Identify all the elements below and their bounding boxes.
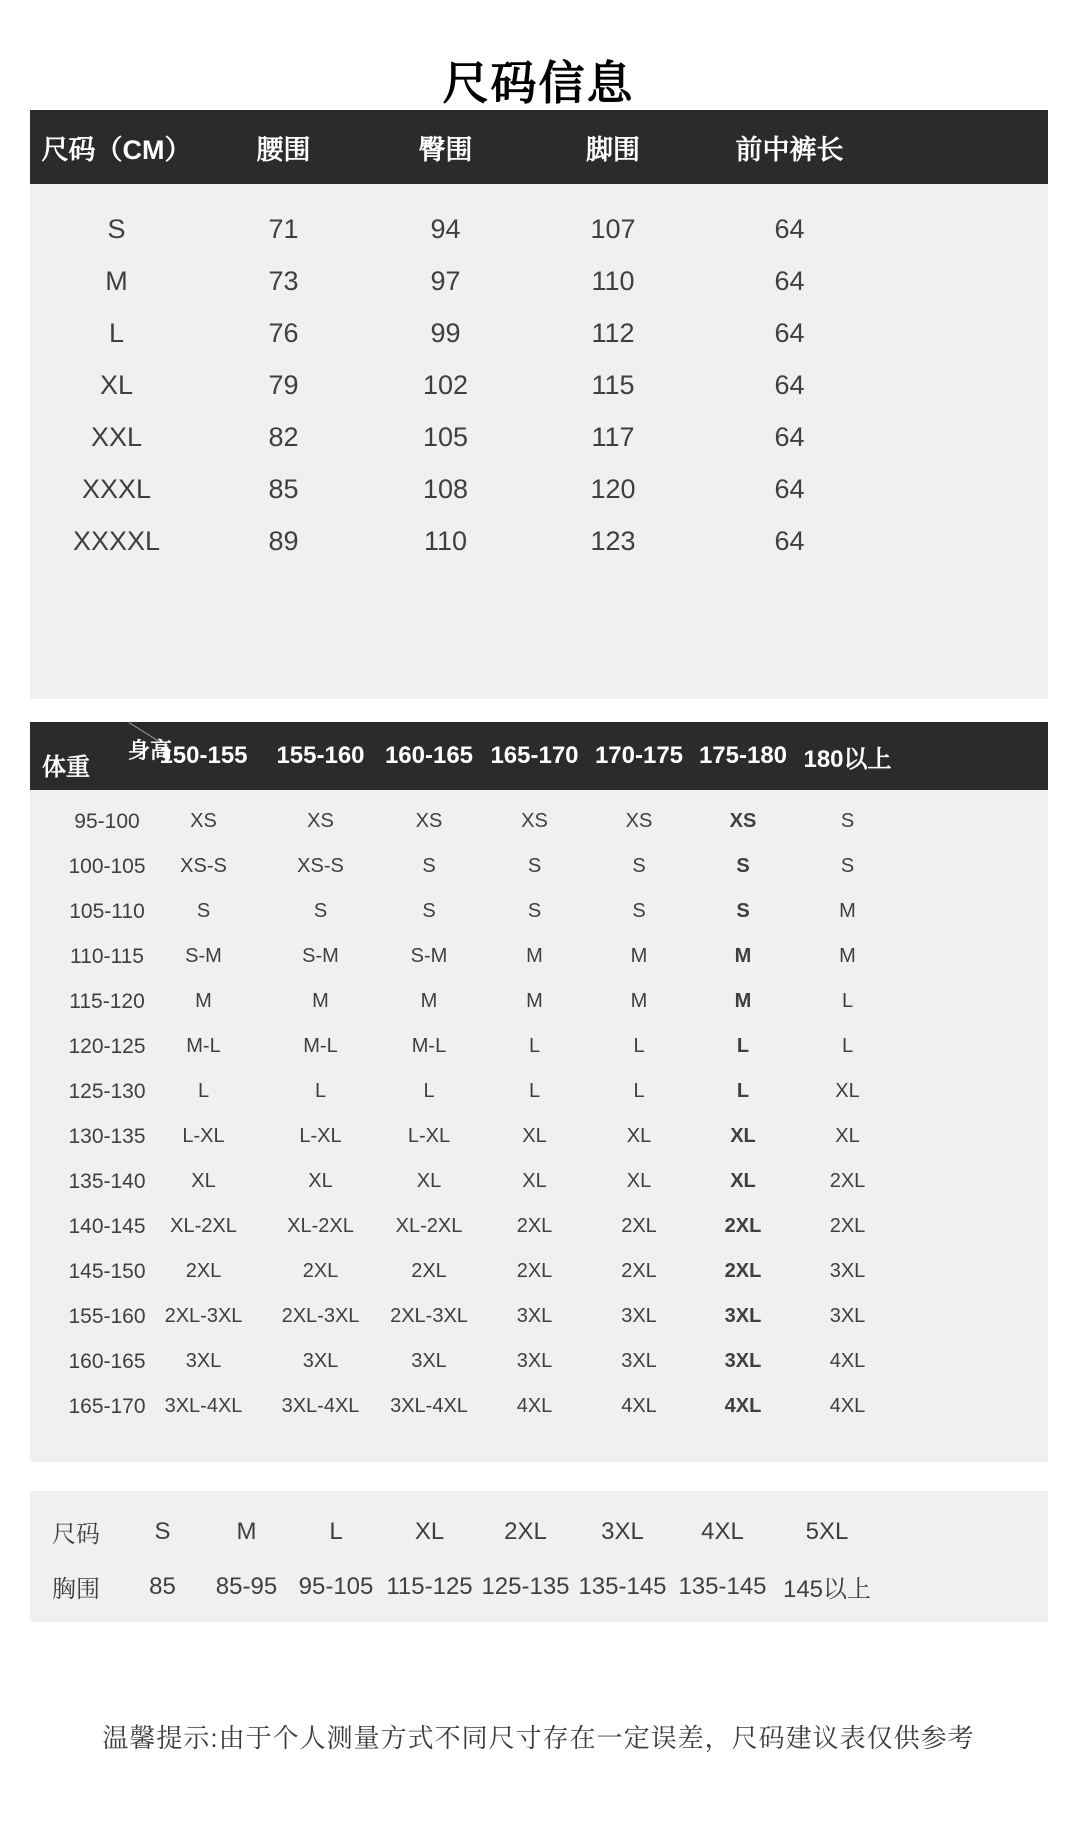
size-label: S — [107, 213, 126, 244]
hip-value: 105 — [422, 421, 469, 452]
size-cell: 2XL-3XL — [164, 1305, 243, 1327]
chest-table-chest-row — [30, 1559, 1048, 1614]
size-cell: 3XL-4XL — [390, 1395, 468, 1417]
size-cell: L — [197, 1080, 210, 1102]
size-cell: S-M — [185, 945, 222, 967]
size-cell: M — [839, 900, 856, 922]
size-cell: XS-S — [297, 855, 344, 877]
chest-value: 135-145 — [678, 1572, 767, 1600]
size-cell: XL — [308, 1170, 333, 1192]
size-cell: 2XL-3XL — [390, 1305, 468, 1327]
size-cell: 3XL — [516, 1350, 553, 1372]
chest-value: 95-105 — [298, 1572, 374, 1600]
size-cell: 3XL — [829, 1305, 866, 1327]
measurement-row-L — [30, 307, 1048, 359]
size-cell: 2XL-3XL — [281, 1305, 360, 1327]
weight-range-label: 155-160 — [68, 1304, 146, 1328]
hip-value: 110 — [423, 525, 468, 556]
weight-range-label: 140-145 — [68, 1214, 146, 1238]
weight-range-label: 130-135 — [68, 1124, 146, 1148]
weight-range-label: 160-165 — [68, 1349, 146, 1373]
size-cell: M — [195, 990, 212, 1012]
size-cell: L — [633, 1035, 645, 1057]
hip-value: 108 — [422, 473, 469, 504]
size-cell: 3XL — [621, 1350, 657, 1372]
size-option-3XL: 3XL — [601, 1517, 644, 1545]
size-cell: M-L — [186, 1035, 221, 1057]
weight-row-105-110 — [30, 889, 1048, 934]
size-cell: M — [734, 945, 752, 967]
size-cell: L-XL — [407, 1125, 451, 1147]
size-option-5XL: 5XL — [805, 1517, 849, 1545]
chest-value: 145以上 — [782, 1576, 872, 1603]
chest-value: 85-95 — [215, 1572, 278, 1600]
chest-value: 85 — [149, 1572, 176, 1600]
weight-row-130-135 — [30, 1114, 1048, 1159]
size-cell: L — [633, 1080, 645, 1102]
front-length-value: 64 — [774, 265, 805, 296]
size-cell: L — [528, 1035, 541, 1057]
height-range-header-165-170: 165-170 — [490, 742, 579, 769]
size-cell: M — [630, 990, 648, 1012]
leg-opening-value: 120 — [590, 473, 636, 504]
size-cell: 3XL — [829, 1260, 866, 1282]
size-cell: XS — [307, 810, 334, 832]
measurement-row-XXXL — [30, 463, 1048, 515]
waist-value: 89 — [268, 525, 299, 556]
size-cell: S — [632, 900, 646, 922]
size-cell: M — [312, 990, 329, 1012]
size-cell: M-L — [303, 1035, 338, 1057]
weight-range-label: 110-115 — [70, 944, 144, 968]
size-cell: L-XL — [182, 1125, 225, 1147]
size-col-header: 尺码（CM） — [41, 134, 192, 165]
size-cell: M — [526, 945, 543, 967]
size-label: XL — [99, 369, 134, 400]
height-range-header-155-160: 155-160 — [276, 742, 365, 769]
leg-opening-value: 117 — [591, 421, 635, 452]
measurement-table-body — [30, 184, 1048, 699]
waist-value: 82 — [268, 421, 299, 452]
size-cell: 3XL — [516, 1305, 553, 1327]
height-range-header-175-180: 175-180 — [698, 742, 788, 769]
height-range-header-180以上: 180以上 — [803, 745, 892, 773]
size-cell: XL — [835, 1080, 860, 1102]
chest-table — [30, 1491, 1048, 1622]
size-cell: XL — [416, 1170, 442, 1192]
size-cell: 4XL — [829, 1395, 866, 1417]
size-cell: 2XL — [724, 1215, 762, 1237]
weight-row-125-130 — [30, 1069, 1048, 1114]
size-cell: 2XL — [516, 1260, 553, 1282]
size-cell: L — [736, 1080, 750, 1102]
weight-range-label: 165-170 — [68, 1394, 146, 1418]
front-length-value: 64 — [774, 421, 805, 452]
measurement-row-XXXXL — [30, 515, 1048, 567]
front-length-col-header: 前中裤长 — [735, 134, 844, 165]
weight-row-120-125 — [30, 1024, 1048, 1069]
size-cell: XL — [522, 1170, 547, 1192]
size-label: XXL — [90, 421, 143, 452]
weight-range-label: 105-110 — [69, 899, 145, 923]
size-cell: 2XL — [829, 1170, 866, 1192]
size-cell: S — [196, 900, 211, 922]
chest-table-body — [30, 1491, 1048, 1622]
measurement-row-XL — [30, 359, 1048, 411]
measurement-row-M — [30, 255, 1048, 307]
size-cell: M — [420, 990, 438, 1012]
size-cell: L — [423, 1080, 435, 1102]
leg-opening-col-header: 脚围 — [586, 134, 640, 165]
size-cell: 2XL — [516, 1215, 553, 1237]
size-label: XXXL — [81, 473, 152, 504]
size-cell: S — [736, 900, 750, 922]
waist-value: 79 — [268, 369, 299, 400]
footer-note: 温馨提示:由于个人测量方式不同尺寸存在一定误差，尺码建议表仅供参考 — [102, 1723, 975, 1753]
size-cell: M — [526, 990, 543, 1012]
weight-range-label: 95-100 — [74, 809, 140, 833]
size-cell: XS — [415, 810, 443, 832]
size-cell: XS-S — [180, 855, 227, 877]
size-cell: XL — [522, 1125, 547, 1147]
size-cell: S — [313, 900, 328, 922]
size-option-L: L — [329, 1517, 343, 1545]
size-cell: 2XL — [621, 1260, 657, 1282]
leg-opening-value: 123 — [590, 525, 636, 556]
size-cell: L — [841, 990, 854, 1012]
size-cell: 2XL — [302, 1260, 339, 1282]
weight-row-135-140 — [30, 1159, 1048, 1204]
hip-value: 102 — [422, 369, 469, 400]
measurement-row-XXL — [30, 411, 1048, 463]
size-cell: S — [527, 855, 542, 877]
size-label: L — [108, 317, 125, 348]
size-cell: L — [314, 1080, 327, 1102]
measurement-table-header-row — [30, 110, 1048, 184]
front-length-value: 64 — [774, 213, 805, 244]
size-cell: 2XL — [621, 1215, 657, 1237]
size-cell: 3XL — [411, 1350, 447, 1372]
size-cell: XL — [626, 1170, 652, 1192]
size-cell: 2XL — [829, 1215, 866, 1237]
waist-value: 73 — [268, 265, 299, 296]
hip-value: 99 — [430, 317, 461, 348]
weight-row-115-120 — [30, 979, 1048, 1024]
weight-range-label: 120-125 — [68, 1034, 146, 1058]
height-range-header-150-155: 150-155 — [159, 742, 248, 769]
size-cell: 3XL-4XL — [164, 1395, 243, 1417]
waist-col-header: 腰围 — [256, 134, 311, 165]
size-cell: S — [527, 900, 542, 922]
size-cell: 2XL — [185, 1260, 222, 1282]
weight-row-165-170 — [30, 1384, 1048, 1429]
size-option-2XL: 2XL — [504, 1517, 547, 1545]
front-length-value: 64 — [774, 525, 805, 556]
size-cell: S — [840, 810, 855, 832]
size-cell: M — [839, 945, 856, 967]
front-length-value: 64 — [774, 317, 805, 348]
weight-row-155-160 — [30, 1294, 1048, 1339]
size-cell: XL — [730, 1125, 756, 1147]
hip-col-header: 臀围 — [418, 134, 473, 165]
size-row-label: 尺码 — [52, 1521, 100, 1548]
size-cell: 3XL — [724, 1305, 762, 1327]
height-corner-label: 身高 — [128, 738, 173, 763]
front-length-value: 64 — [774, 369, 805, 400]
size-cell: XL-2XL — [170, 1215, 237, 1237]
weight-row-110-115 — [30, 934, 1048, 979]
size-cell: 2XL — [411, 1260, 447, 1282]
weight-range-label: 115-120 — [69, 989, 145, 1013]
size-cell: XL-2XL — [287, 1215, 354, 1237]
weight-range-label: 100-105 — [68, 854, 146, 878]
size-option-XL: XL — [414, 1517, 445, 1545]
size-cell: 3XL-4XL — [281, 1395, 360, 1417]
size-option-S: S — [154, 1517, 171, 1545]
hip-value: 94 — [430, 213, 461, 244]
size-cell: 3XL — [724, 1350, 762, 1372]
leg-opening-value: 107 — [590, 213, 636, 244]
size-cell: M — [734, 990, 752, 1012]
weight-row-160-165 — [30, 1339, 1048, 1384]
weight-row-95-100 — [30, 799, 1048, 844]
leg-opening-value: 110 — [591, 265, 635, 296]
height-range-header-170-175: 170-175 — [594, 742, 684, 769]
size-cell: L-XL — [299, 1125, 342, 1147]
chest-table-size-row — [30, 1504, 1048, 1559]
weight-row-140-145 — [30, 1204, 1048, 1249]
size-cell: XS — [190, 810, 217, 832]
size-cell: XL — [730, 1170, 756, 1192]
weight-row-145-150 — [30, 1249, 1048, 1294]
size-cell: XL — [626, 1125, 652, 1147]
chest-row-label: 胸围 — [52, 1576, 100, 1603]
waist-value: 76 — [268, 317, 299, 348]
size-cell: XS — [521, 810, 548, 832]
height-range-header-160-165: 160-165 — [384, 742, 474, 769]
height-weight-table-body — [30, 790, 1048, 1462]
size-cell: XL-2XL — [395, 1215, 463, 1237]
corner-cell — [30, 722, 173, 790]
size-cell: 2XL — [724, 1260, 762, 1282]
size-cell: 4XL — [829, 1350, 866, 1372]
size-cell: XS — [625, 810, 653, 832]
size-cell: M-L — [411, 1035, 447, 1057]
size-cell: 3XL — [621, 1305, 657, 1327]
weight-range-label: 145-150 — [68, 1259, 146, 1283]
size-label: XXXXL — [72, 525, 161, 556]
weight-range-label: 135-140 — [68, 1169, 146, 1193]
size-cell: S — [736, 855, 750, 877]
weight-corner-label: 体重 — [42, 754, 90, 781]
chest-value: 125-135 — [481, 1572, 570, 1600]
measurement-table — [30, 110, 1048, 699]
size-cell: M — [630, 945, 648, 967]
waist-value: 85 — [268, 473, 299, 504]
leg-opening-value: 115 — [591, 369, 635, 400]
chest-value: 135-145 — [578, 1572, 667, 1600]
weight-range-label: 125-130 — [68, 1079, 146, 1103]
size-cell: S — [422, 855, 436, 877]
size-option-M: M — [236, 1517, 257, 1545]
height-weight-header-row — [30, 722, 1048, 790]
size-cell: XS — [729, 810, 757, 832]
size-cell: S — [632, 855, 646, 877]
size-cell: 3XL — [302, 1350, 339, 1372]
height-weight-table — [30, 722, 1048, 1462]
page-title: 尺码信息 — [442, 57, 635, 109]
size-cell: S-M — [410, 945, 448, 967]
chest-value: 115-125 — [386, 1572, 473, 1600]
size-option-4XL: 4XL — [701, 1517, 744, 1545]
size-cell: XL — [835, 1125, 860, 1147]
size-label: M — [105, 265, 128, 296]
size-cell: S — [840, 855, 855, 877]
hip-value: 97 — [430, 265, 461, 296]
size-cell: L — [736, 1035, 750, 1057]
size-cell: 4XL — [621, 1395, 657, 1417]
size-cell: S-M — [302, 945, 339, 967]
leg-opening-value: 112 — [591, 317, 635, 348]
size-cell: S — [422, 900, 436, 922]
waist-value: 71 — [268, 213, 299, 244]
size-cell: L — [528, 1080, 541, 1102]
size-cell: 4XL — [724, 1395, 762, 1417]
size-cell: XL — [191, 1170, 216, 1192]
size-cell: L — [841, 1035, 854, 1057]
front-length-value: 64 — [774, 473, 805, 504]
measurement-row-S — [30, 203, 1048, 255]
size-cell: 4XL — [516, 1395, 553, 1417]
size-cell: 3XL — [185, 1350, 222, 1372]
weight-row-100-105 — [30, 844, 1048, 889]
